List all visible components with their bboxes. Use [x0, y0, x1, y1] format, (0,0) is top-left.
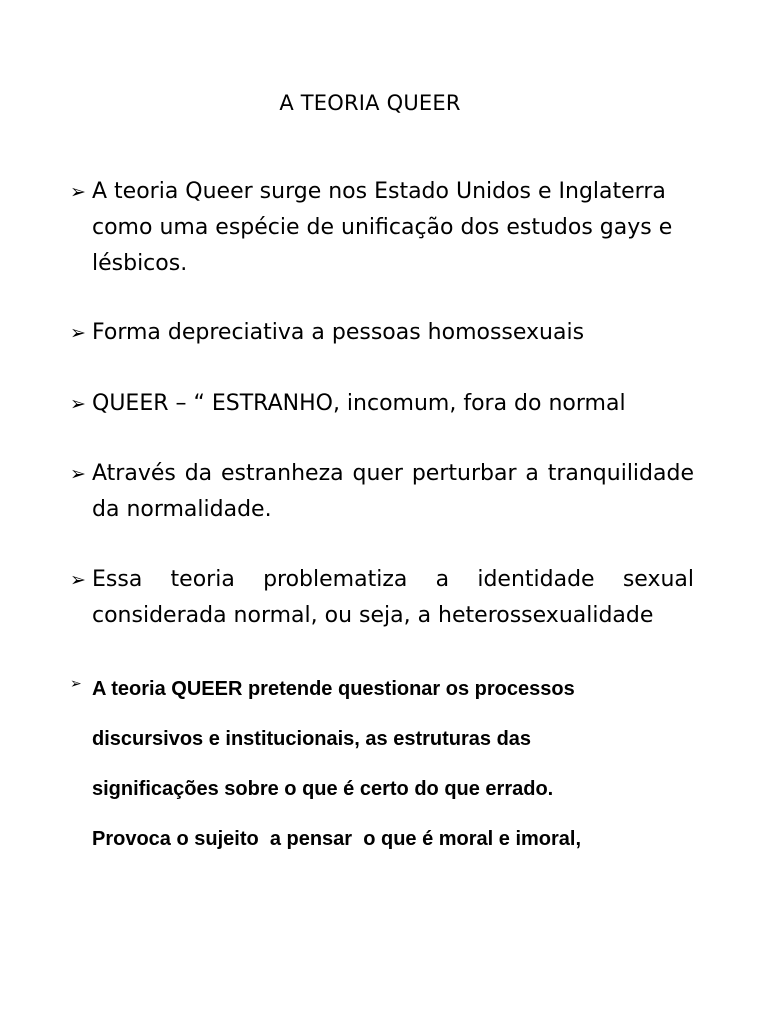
arrow-bullet-icon: ➢	[70, 569, 86, 591]
list-item-text: A teoria Queer surge nos Estado Unidos e Inglaterra como uma espécie de unificação dos estudos gays e lésbicos.	[92, 179, 673, 276]
arrow-bullet-icon: ➢	[70, 393, 86, 415]
list-item	[70, 315, 694, 351]
bold-item-line: A teoria QUEER pretende questionar os processos	[92, 678, 575, 700]
list-item	[70, 456, 694, 528]
arrow-bullet-icon: ➢	[70, 181, 86, 203]
list-item	[70, 562, 694, 634]
list-item-text: Forma depreciativa a pessoas homossexuais	[92, 320, 585, 345]
list-item	[70, 174, 694, 282]
bold-item-line: Provoca o sujeito a pensar o que é moral e imoral,	[92, 828, 582, 850]
bold-list-item	[70, 664, 694, 864]
arrow-bullet-icon: ➢	[70, 676, 82, 692]
list-item-text: QUEER – “ ESTRANHO, incomum, fora do normal	[92, 391, 626, 416]
list-item	[70, 386, 694, 422]
document-title: A TEORIA QUEER	[279, 91, 461, 115]
bold-item-line: significações sobre o que é certo do que errado.	[92, 778, 554, 800]
bold-item-line: discursivos e institucionais, as estruturas das	[92, 728, 532, 750]
arrow-bullet-icon: ➢	[70, 463, 86, 485]
list-item-text: Essa teoria problematiza a identidade sexual considerada normal, ou seja, a heterossexualidade	[92, 567, 694, 628]
list-item-text: Através da estranheza quer perturbar a tranquilidade da normalidade.	[92, 461, 694, 522]
arrow-bullet-icon: ➢	[70, 322, 86, 344]
